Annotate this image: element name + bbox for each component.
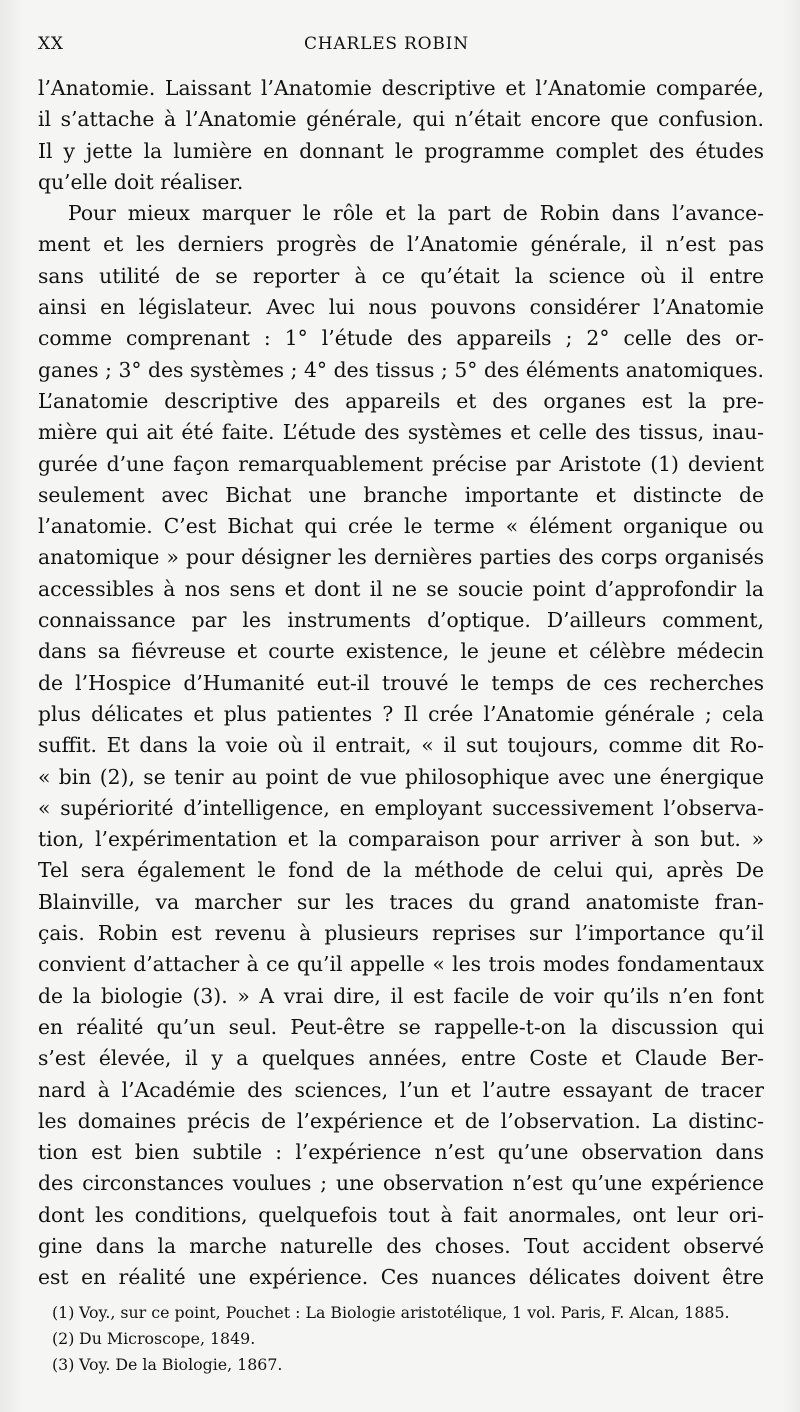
footnote-number: (3) <box>52 1355 75 1374</box>
body-text <box>38 73 764 1294</box>
text-line: suffit. Et dans la voie où il entrait, « il sut toujours, comme dit Ro- <box>38 733 764 758</box>
running-title: CHARLES ROBIN <box>304 34 469 54</box>
text-line: dont les conditions, quelquefois tout à fait anormales, ont leur ori- <box>38 1202 764 1227</box>
text-line: nard à l’Académie des sciences, l’un et l’autre essayant de tracer <box>38 1077 764 1102</box>
text-line: connaissance par les instruments d’optique. D’ailleurs comment, <box>38 608 764 633</box>
text-line: Pour mieux marquer le rôle et la part de Robin dans l’avance- <box>68 201 764 226</box>
text-line: « supériorité d’intelligence, en employant successivement l’observa- <box>38 795 764 820</box>
footnote <box>52 1352 764 1378</box>
text-line: accessibles à nos sens et dont il ne se soucie point d’approfondir la <box>38 576 764 601</box>
text-line: Tel sera également le fond de la méthode de celui qui, après De <box>38 858 764 883</box>
text-line: il s’attache à l’Anatomie générale, qui n’était encore que confusion. <box>38 107 764 132</box>
footnote <box>52 1326 764 1352</box>
footnote-number: (2) <box>52 1329 75 1348</box>
footnotes <box>52 1300 764 1378</box>
text-line: sans utilité de se reporter à ce qu’était la science où il entre <box>38 263 764 288</box>
footnote <box>52 1300 764 1326</box>
text-line: « bin (2), se tenir au point de vue philosophique avec une énergique <box>38 764 764 789</box>
text-line: ainsi en législateur. Avec lui nous pouvons considérer l’Anatomie <box>38 295 764 320</box>
text-line: seulement avec Bichat une branche importante et distincte de <box>38 482 764 507</box>
footnote-number: (1) <box>52 1303 75 1322</box>
page-number: XX <box>38 34 64 54</box>
text-line: Blainville, va marcher sur les traces du grand anatomiste fran- <box>38 889 764 914</box>
text-line: l’anatomie. C’est Bichat qui crée le terme « élément organique ou <box>38 514 764 539</box>
text-line: gurée d’une façon remarquablement précise par Aristote (1) devient <box>38 451 764 476</box>
text-line: L’anatomie descriptive des appareils et des organes est la pre- <box>38 388 764 413</box>
text-line: l’Anatomie. Laissant l’Anatomie descriptive et l’Anatomie comparée, <box>38 76 764 100</box>
text-line: anatomique » pour désigner les dernières parties des corps organisés <box>38 545 764 570</box>
footnote-text: Voy., sur ce point, Pouchet : La Biologie aristotélique, 1 vol. Paris, F. Alcan, 1885. <box>79 1303 730 1322</box>
text-line: Il y jette la lumière en donnant le programme complet des études <box>38 138 764 163</box>
text-line: ment et les derniers progrès de l’Anatomie générale, il n’est pas <box>38 232 764 257</box>
text-line: mière qui ait été faite. L’étude des systèmes et celle des tissus, inau- <box>38 420 764 445</box>
text-line: s’est élevée, il y a quelques années, entre Coste et Claude Ber- <box>38 1046 764 1071</box>
text-line: de la biologie (3). » A vrai dire, il est facile de voir qu’ils n’en font <box>38 983 764 1008</box>
text-line: les domaines précis de l’expérience et de l’observation. La distinc- <box>38 1108 764 1133</box>
text-line: tion, l’expérimentation et la comparaison pour arriver à son but. » <box>38 827 764 852</box>
text-line: est en réalité une expérience. Ces nuances délicates doivent être <box>38 1265 764 1290</box>
text-line: dans sa fiévreuse et courte existence, le jeune et célèbre médecin <box>38 639 764 664</box>
text-line: ganes ; 3° des systèmes ; 4° des tissus ; 5° des éléments anatomiques. <box>38 357 764 382</box>
text-line: plus délicates et plus patientes ? Il crée l’Anatomie générale ; cela <box>38 701 764 726</box>
text-line: de l’Hospice d’Humanité eut-il trouvé le temps de ces recherches <box>38 670 764 695</box>
text-line: çais. Robin est revenu à plusieurs reprises sur l’importance qu’il <box>38 921 764 946</box>
text-line: en réalité qu’un seul. Peut-être se rappelle-t-on la discussion qui <box>38 1014 764 1039</box>
text-line: des circonstances voulues ; une observation n’est qu’une expérience <box>38 1171 764 1196</box>
text-line: gine dans la marche naturelle des choses. Tout accident observé <box>38 1233 764 1258</box>
text-line: convient d’attacher à ce qu’il appelle « les trois modes fondamentaux <box>38 952 764 977</box>
text-line: comme comprenant : 1° l’étude des appareils ; 2° celle des or- <box>38 326 764 351</box>
text-line: tion est bien subtile : l’expérience n’est qu’une observation dans <box>38 1140 764 1165</box>
text-line: qu’elle doit réaliser. <box>38 169 244 194</box>
page-header <box>38 34 772 62</box>
footnote-text: Voy. De la Biologie, 1867. <box>79 1355 283 1374</box>
footnote-text: Du Microscope, 1849. <box>79 1329 256 1348</box>
